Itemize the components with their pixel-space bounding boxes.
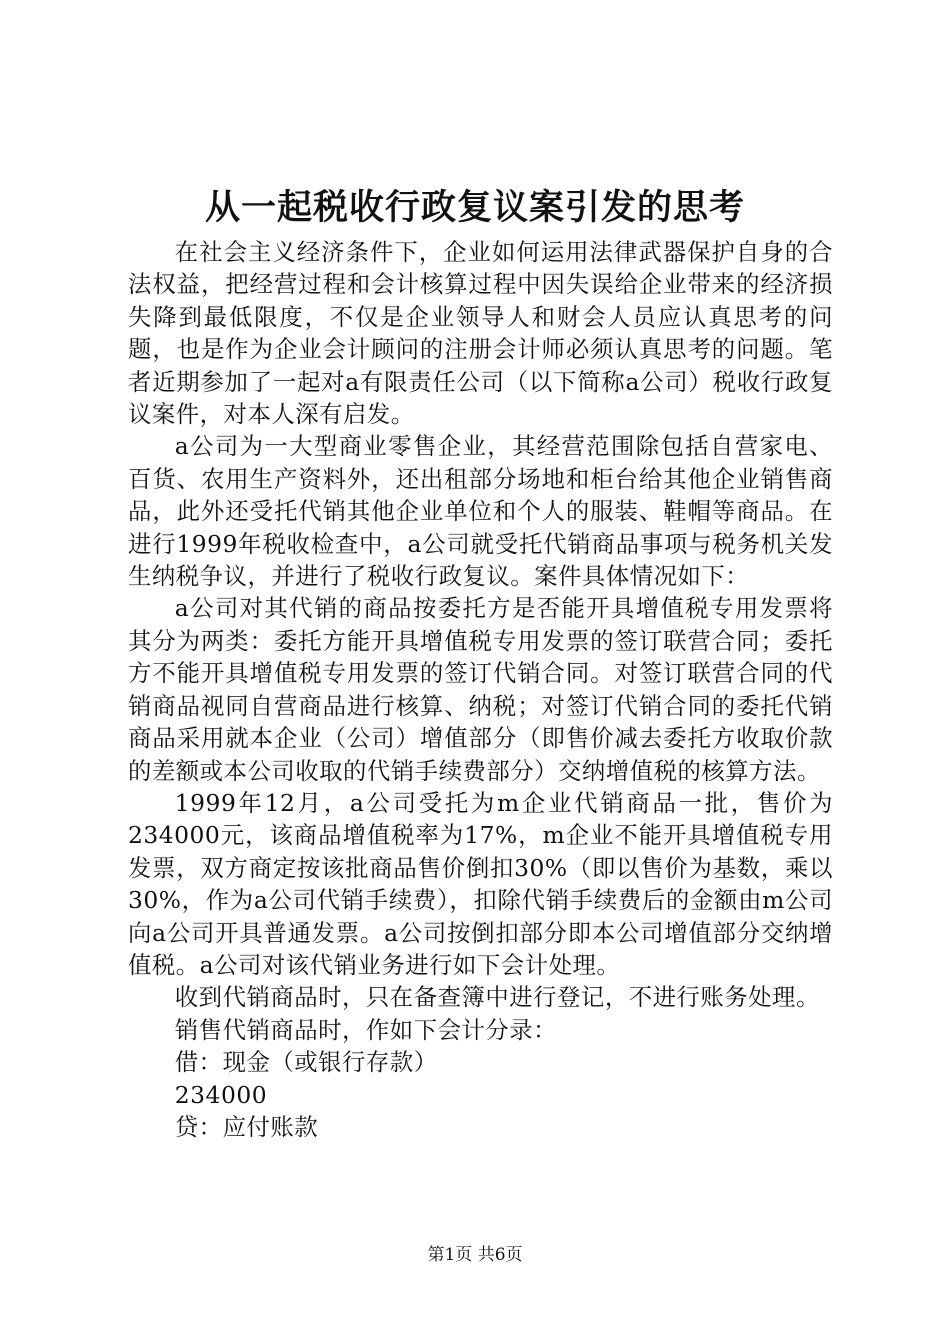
page-footer: 第1页 共6页	[427, 1245, 523, 1265]
journal-entry-debit: 借：现金（或银行存款）	[174, 1048, 438, 1077]
journal-entry-amount: 234000	[174, 1080, 268, 1109]
paragraph: a公司对其代销的商品按委托方是否能开具增值税专用发票将其分为两类：委托方能开具增值税专用发票的签订联营合同；委托方不能开具增值税专用发票的签订代销合同。对签订联营合同的代销商品视同自营商品进行核算、纳税；对签订代销合同的委托代销商品采用就本企业（公司）增值部分（即售价减去委托方收取价款的差额或本公司收取的代销手续费部分）交纳增值税的核算方法。	[128, 594, 833, 785]
paragraph: 收到代销商品时，只在备查簿中进行登记，不进行账务处理。	[174, 983, 820, 1012]
document-body	[128, 236, 833, 1143]
paragraph: a公司为一大型商业零售企业，其经营范围除包括自营家电、百货、农用生产资料外，还出租部分场地和柜台给其他企业销售商品，此外还受托代销其他企业单位和个人的服装、鞋帽等商品。在进行1999年税收检查中，a公司就受托代销商品事项与税务机关发生纳税争议，并进行了税收行政复议。案件具体情况如下：	[128, 432, 833, 591]
paragraph: 销售代销商品时，作如下会计分录：	[174, 1015, 558, 1044]
paragraph: 1999年12月，a公司受托为m企业代销商品一批，售价为234000元，该商品增值税率为17%，m企业不能开具增值税专用发票，双方商定按该批商品售价倒扣30%（即以售价为基数，乘以30%，作为a公司代销手续费），扣除代销手续费后的金额由m公司向a公司开具普通发票。a公司按倒扣部分即本公司增值部分交纳增值税。a公司对该代销业务进行如下会计处理。	[128, 788, 833, 979]
paragraph: 在社会主义经济条件下，企业如何运用法律武器保护自身的合法权益，把经营过程和会计核算过程中因失误给企业带来的经济损失降到最低限度，不仅是企业领导人和财会人员应认真思考的问题，也是作为企业会计顾问的注册会计师必须认真思考的问题。笔者近期参加了一起对a有限责任公司（以下简称a公司）税收行政复议案件，对本人深有启发。	[128, 238, 833, 429]
journal-entry-credit: 贷：应付账款	[174, 1112, 319, 1141]
document-title: 从一起税收行政复议案引发的思考	[204, 187, 745, 228]
